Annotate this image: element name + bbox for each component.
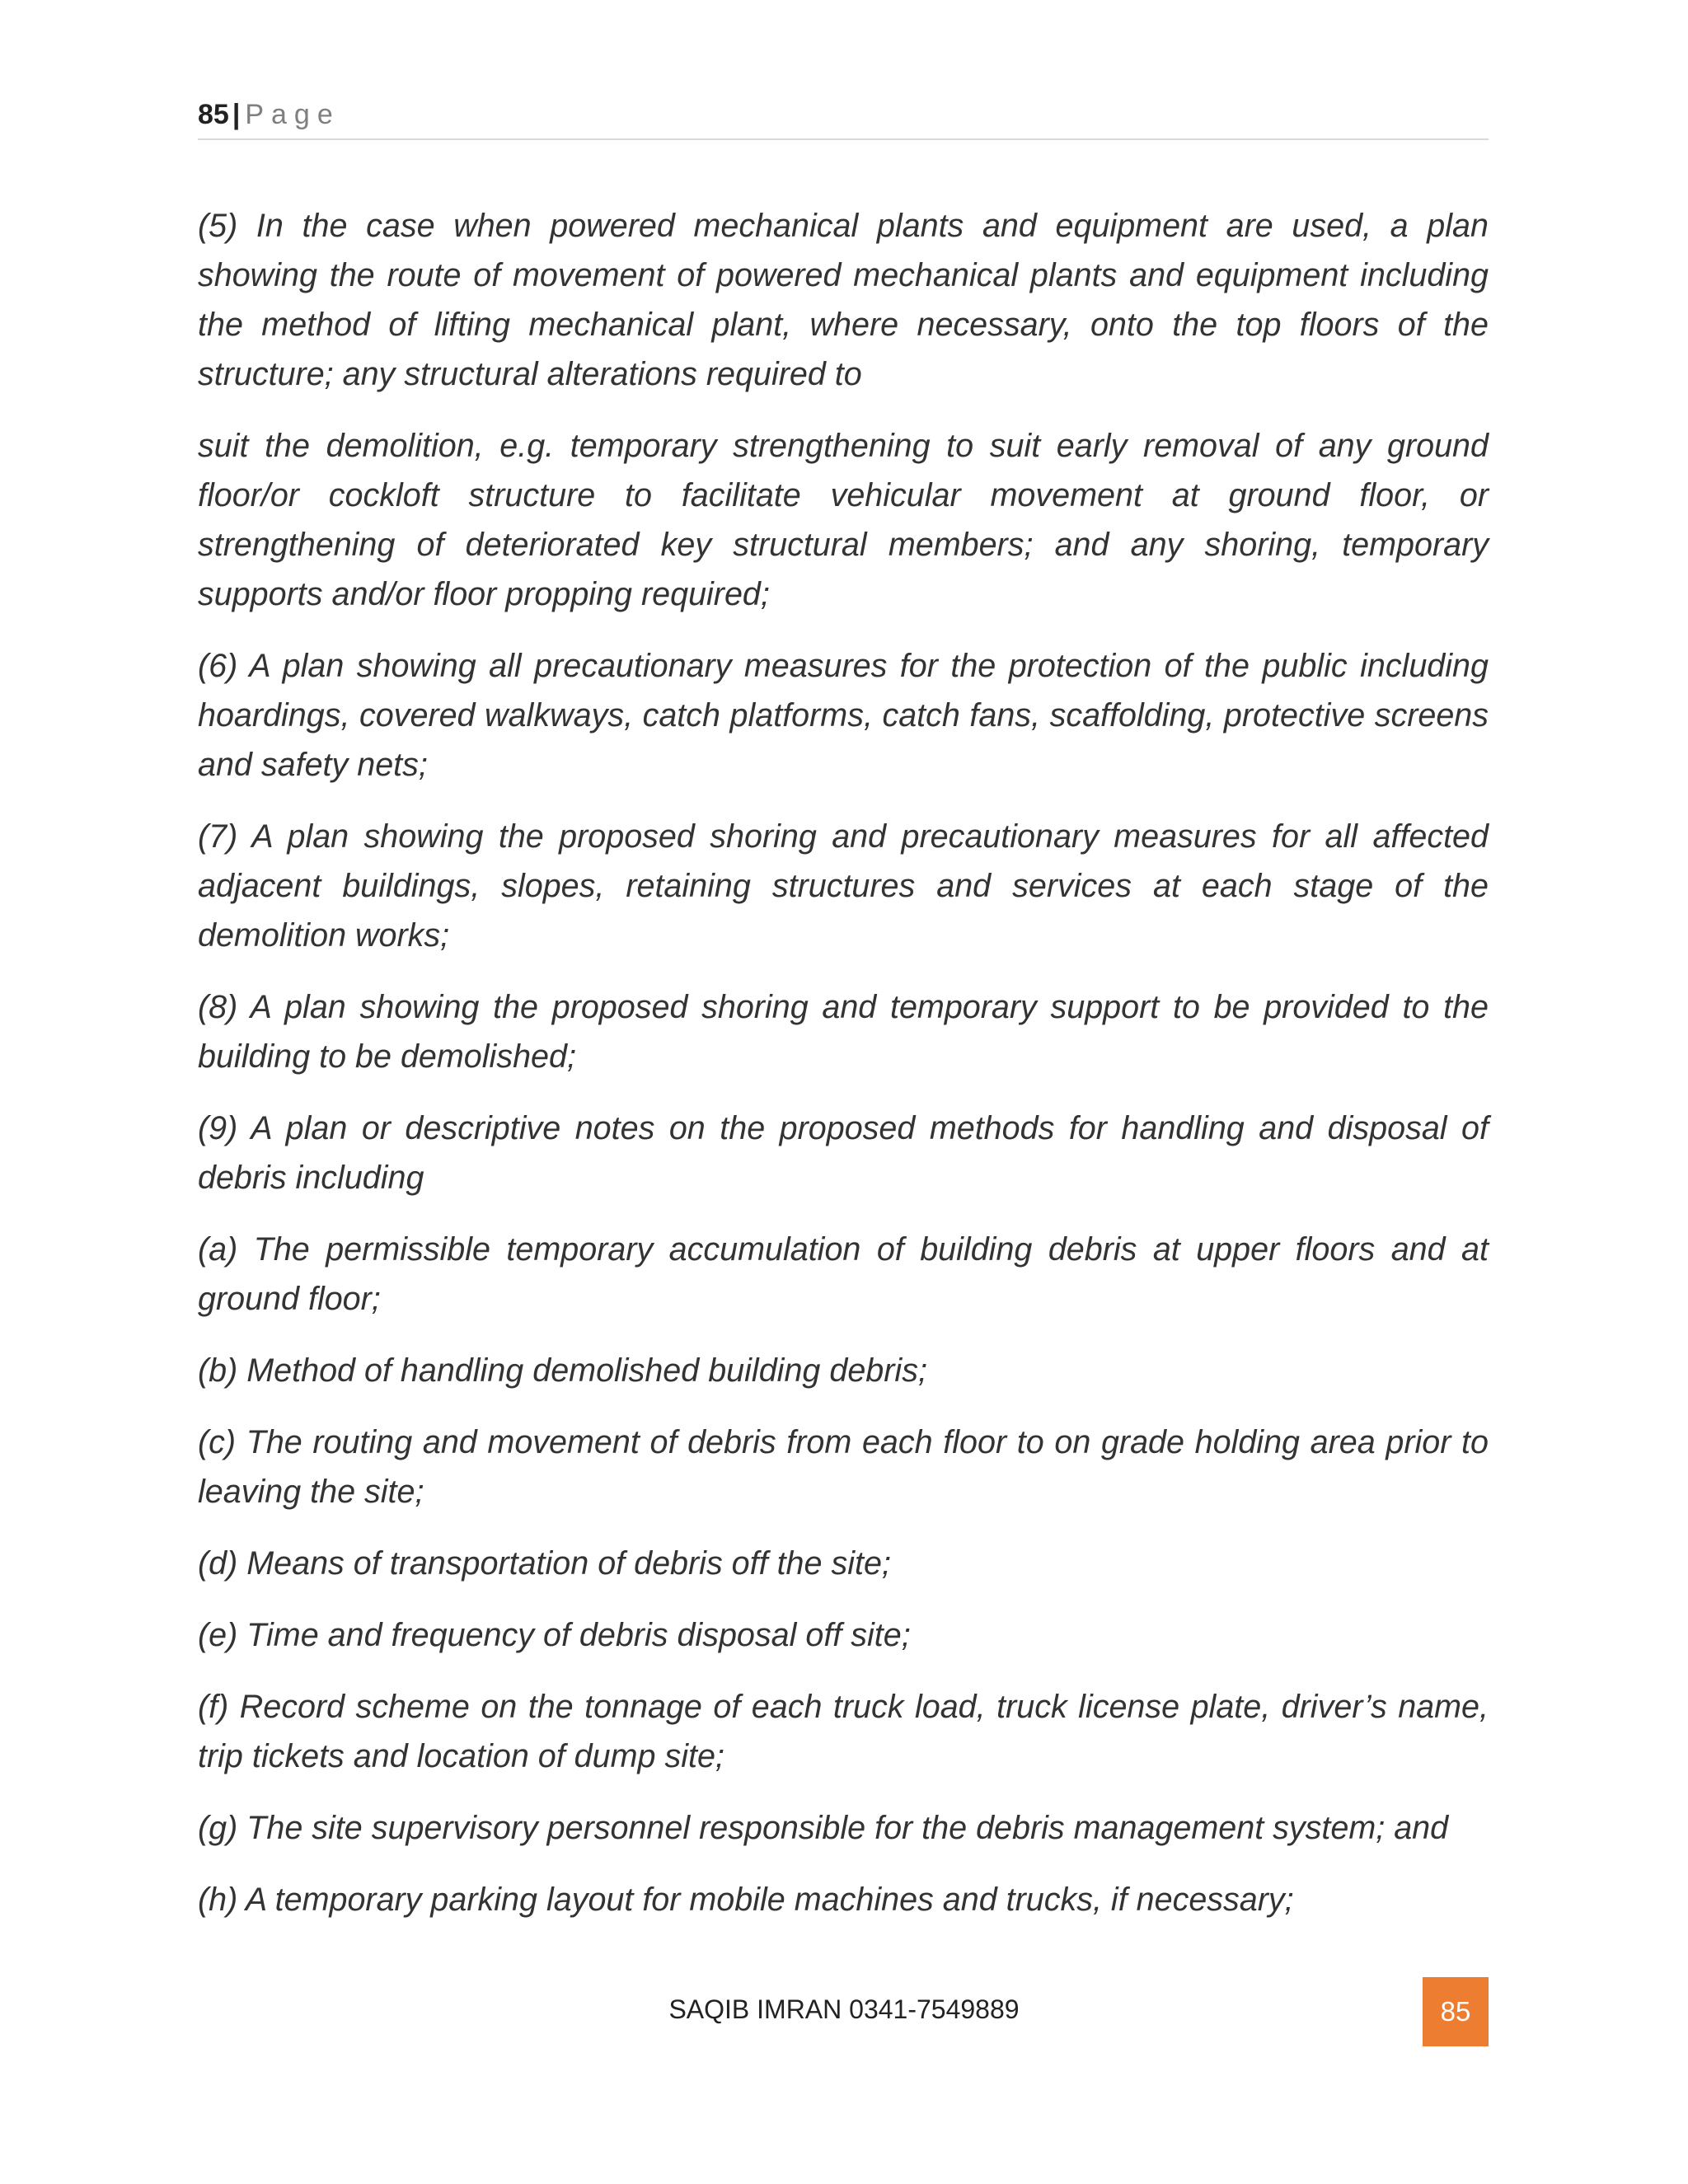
paragraph-item-d: (d) Means of transportation of debris off the site; [198,1545,891,1582]
paragraph-item-9: (9) A plan or descriptive notes on the proposed methods for handling and disposal of debris including [198,1110,1489,1196]
header-page-word: Page [245,99,340,130]
paragraph-item-8: (8) A plan showing the proposed shoring and temporary support to be provided to the building to be demolished; [198,989,1489,1075]
paragraph-item-b: (b) Method of handling demolished building debris; [198,1352,927,1389]
footer-author-contact: SAQIB IMRAN 0341-7549889 [668,1994,1020,2024]
paragraph-item-5-continued: suit the demolition, e.g. temporary strengthening to suit early removal of any ground floor/or cockloft structure to facilitate vehicular movement at ground floor, or strengthening of deteriorated key structural members; and any shoring, temporary supports and/or floor propping required; [198,428,1489,612]
footer-page-number-box: 85 [1423,1977,1489,2046]
paragraph-item-e: (e) Time and frequency of debris disposal off site; [198,1617,911,1653]
paragraph-item-c: (c) The routing and movement of debris from each floor to on grade holding area prior to leaving the site; [198,1424,1489,1510]
header-separator: | [232,99,241,130]
paragraph-item-a: (a) The permissible temporary accumulation of building debris at upper floors and at ground floor; [198,1231,1489,1317]
paragraph-item-7: (7) A plan showing the proposed shoring and precautionary measures for all affected adjacent buildings, slopes, retaining structures and services at each stage of the demolition works; [198,818,1489,954]
paragraph-item-5: (5) In the case when powered mechanical plants and equipment are used, a plan showing the route of movement of powered mechanical plants and equipment including the method of lifting mechanical plant, where necessary, onto the top floors of the structure; any structural alterations required to [198,208,1489,392]
paragraph-item-g: (g) The site supervisory personnel responsible for the debris management system; and [198,1810,1449,1846]
document-body [198,201,1489,1947]
paragraph-item-h: (h) A temporary parking layout for mobile machines and trucks, if necessary; [198,1882,1294,1918]
page-header [198,99,1489,140]
paragraph-item-6: (6) A plan showing all precautionary measures for the protection of the public including hoardings, covered walkways, catch platforms, catch fans, scaffolding, protective screens and safety nets; [198,648,1489,783]
header-page-number: 85 [198,99,229,130]
paragraph-item-f: (f) Record scheme on the tonnage of each truck load, truck license plate, driver’s name, trip tickets and location of dump site; [198,1689,1489,1774]
